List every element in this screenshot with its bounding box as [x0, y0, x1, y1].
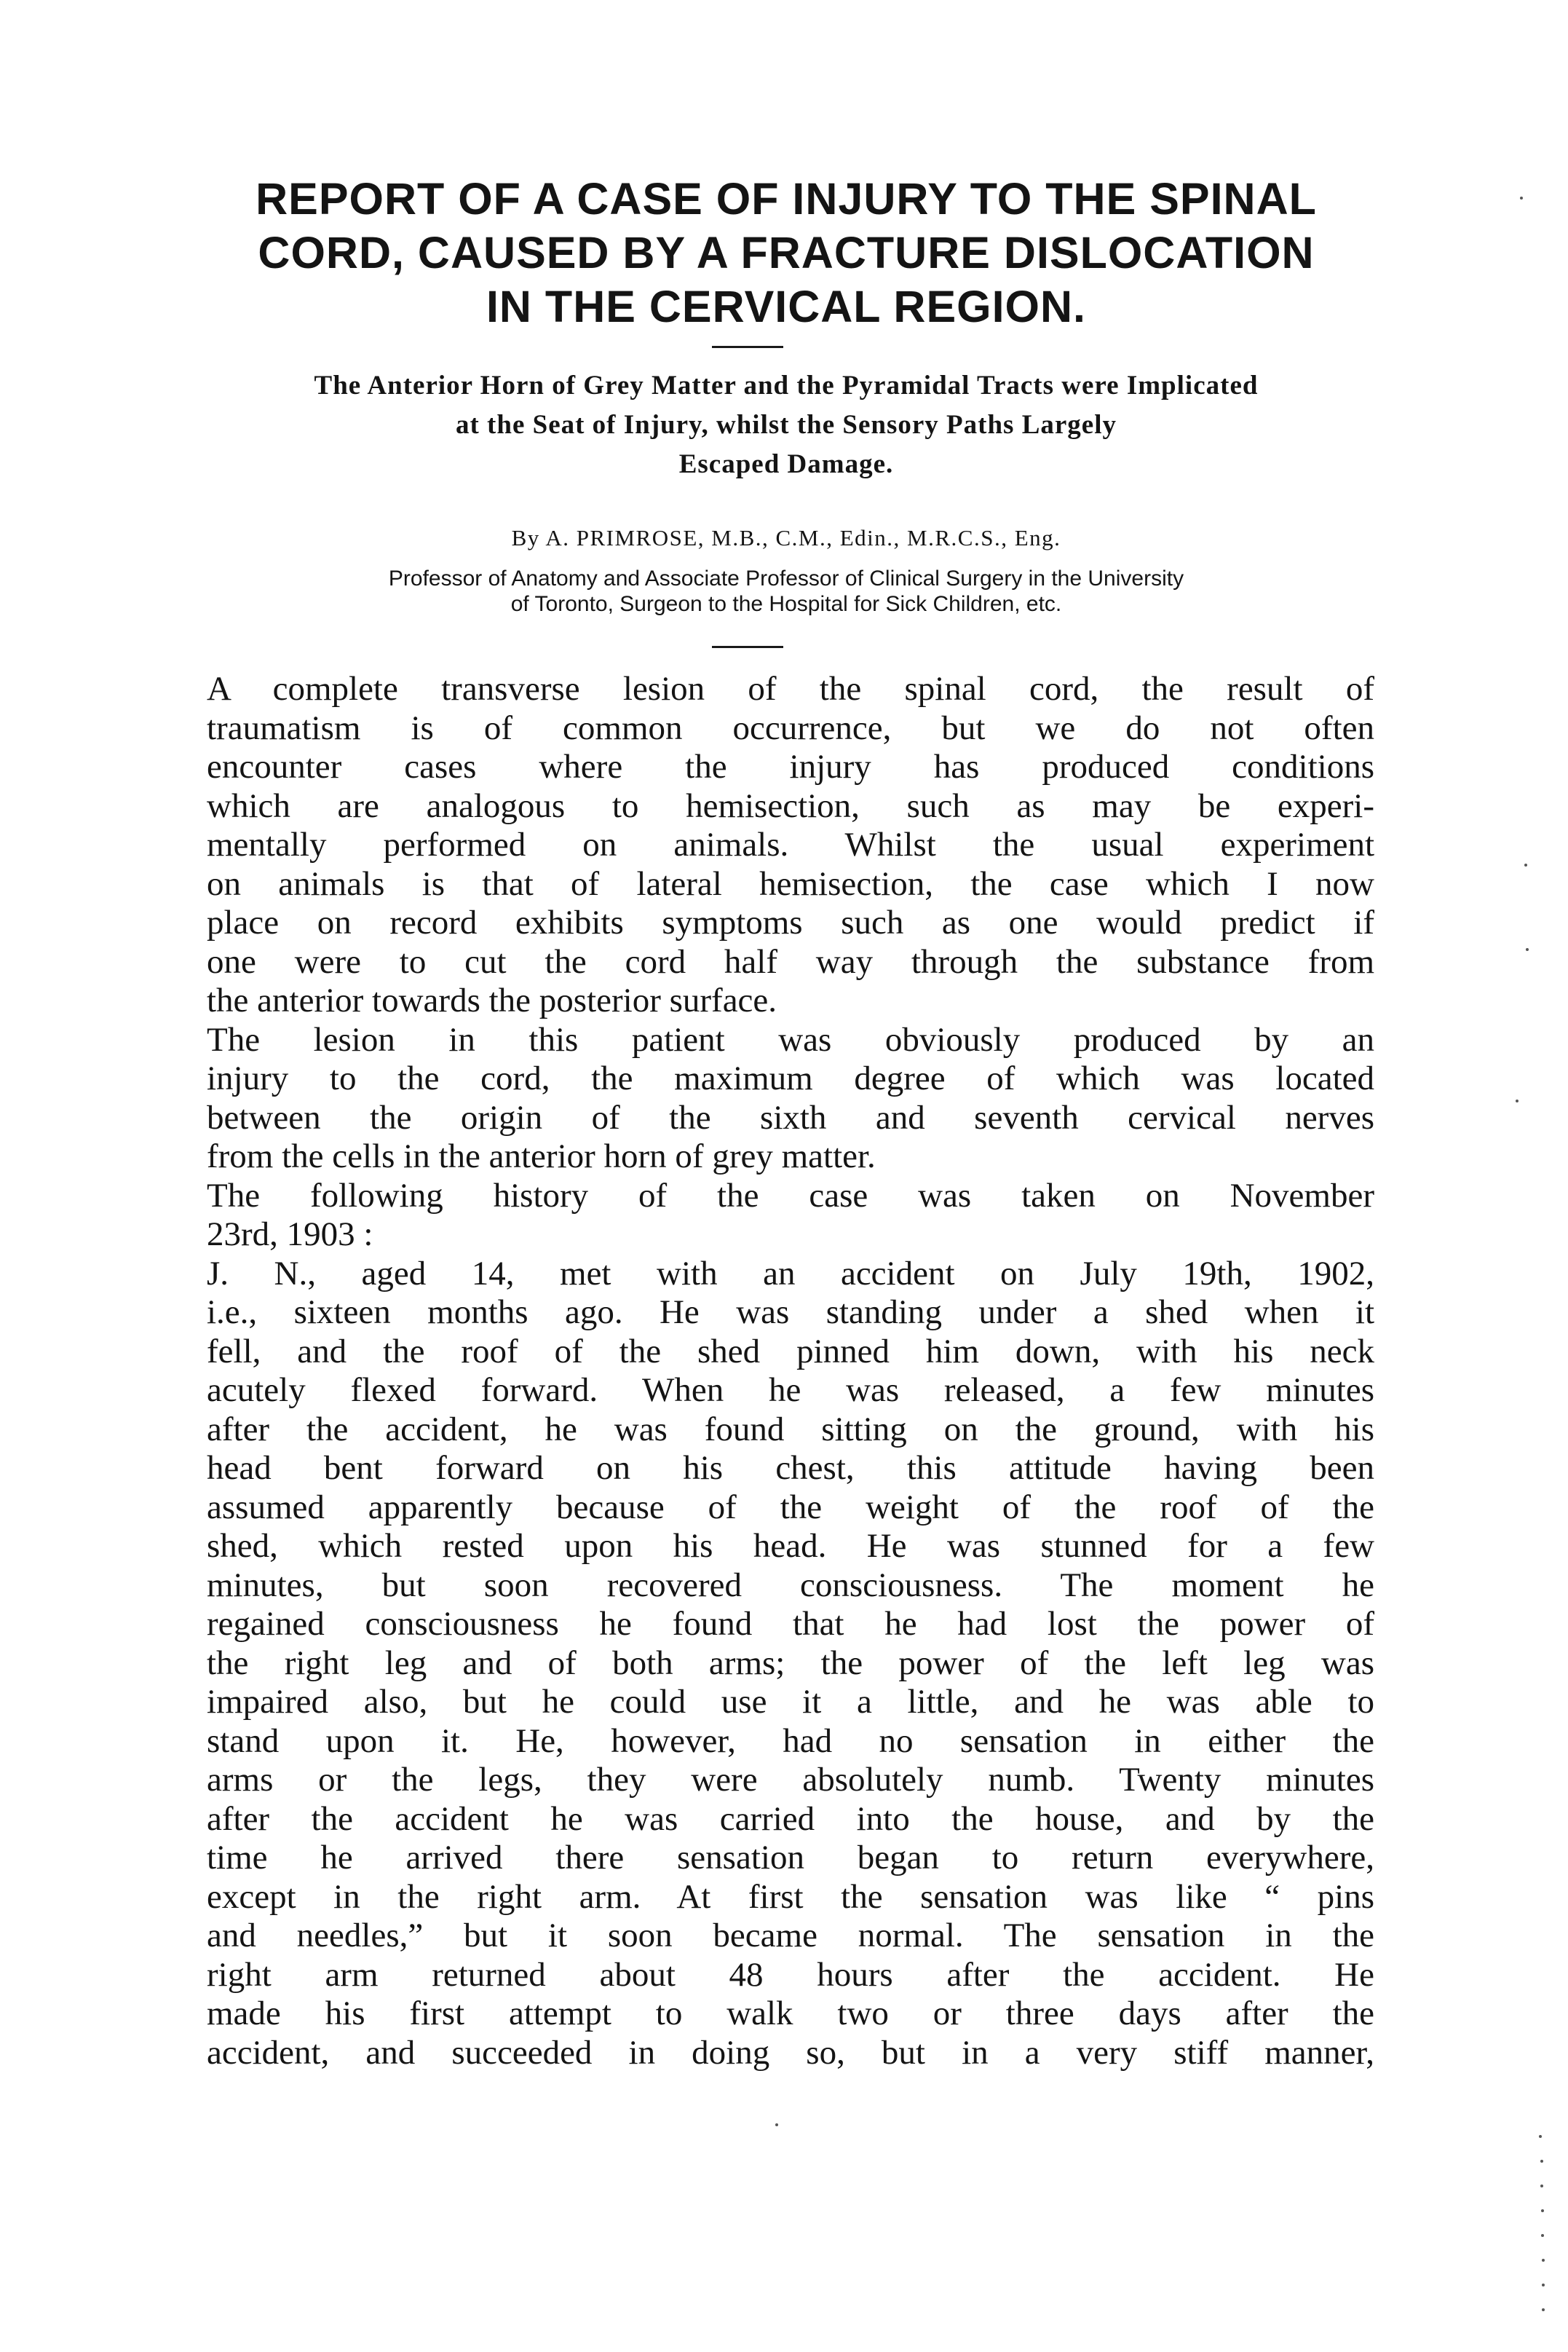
title-line: IN THE CERVICAL REGION. [486, 282, 1086, 331]
body-line: the anterior towards the posterior surface. [207, 982, 777, 1019]
body-line: place on record exhibits symptoms such as one would predict if [207, 904, 1374, 942]
body-line: one were to cut the cord half way through the substance from [207, 942, 1374, 981]
affiliation-line: Professor of Anatomy and Associate Professor of Clinical Surgery in the University [388, 567, 1184, 591]
scan-speck [1542, 2259, 1545, 2262]
body-line: The following history of the case was taken on November [207, 1176, 1374, 1215]
body-line: i.e., sixteen months ago. He was standing under a shed when it [207, 1293, 1374, 1331]
scan-speck [1542, 2284, 1545, 2286]
body-line: between the origin of the sixth and seventh cervical nerves [207, 1098, 1374, 1137]
body-line: minutes, but soon recovered consciousness. The moment he [207, 1566, 1374, 1604]
title-line: CORD, CAUSED BY A FRACTURE DISLOCATION [258, 228, 1315, 277]
body-line: The lesion in this patient was obviously produced by an [207, 1020, 1374, 1059]
scan-speck [1541, 2234, 1544, 2237]
scan-speck [1540, 2185, 1543, 2187]
scan-speck [1524, 864, 1527, 867]
body-line: head bent forward on his chest, this attitude having been [207, 1449, 1374, 1487]
author-byline: By A. PRIMROSE, M.B., C.M., Edin., M.R.C.S., Eng. [511, 525, 1061, 550]
body-line: acutely flexed forward. When he was released, a few minutes [207, 1371, 1374, 1409]
header-divider [712, 646, 783, 648]
body-line: accident, and succeeded in doing so, but in a very stiff manner, [207, 2033, 1374, 2072]
body-line: stand upon it. He, however, had no sensation in either the [207, 1721, 1374, 1760]
body-line: the right leg and of both arms; the power of the left leg was [207, 1643, 1374, 1682]
body-line: regained consciousness he found that he had lost the power of [207, 1605, 1374, 1643]
article-subtitle [160, 366, 1412, 484]
article-title [175, 172, 1398, 334]
body-line: after the accident, he was found sitting on the ground, with his [207, 1410, 1374, 1448]
body-line: assumed apparently because of the weight of the roof of the [207, 1488, 1374, 1526]
body-line: arms or the legs, they were absolutely numb. Twenty minutes [207, 1761, 1374, 1799]
scan-speck [1542, 2308, 1545, 2311]
body-line: impaired also, but he could use it a little, and he was able to [207, 1683, 1374, 1721]
body-line: which are analogous to hemisection, such as may be experi- [207, 786, 1374, 825]
scan-speck [1526, 948, 1529, 951]
body-line: after the accident he was carried into the house, and by the [207, 1799, 1374, 1838]
subtitle-line: The Anterior Horn of Grey Matter and the Pyramidal Tracts were Implicated [314, 371, 1259, 400]
body-line: and needles,” but it soon became normal. The sensation in the [207, 1917, 1374, 1954]
scan-speck [1541, 2209, 1544, 2212]
scan-speck [1539, 2135, 1542, 2138]
body-line: A complete transverse lesion of the spinal cord, the result of [207, 670, 1374, 708]
scan-speck [1520, 197, 1523, 200]
body-line: encounter cases where the injury has produced conditions [207, 748, 1374, 786]
scan-speck [1516, 1100, 1518, 1102]
body-line: 23rd, 1903 : [207, 1215, 373, 1253]
body-line: made his first attempt to walk two or three days after the [207, 1994, 1374, 2032]
subtitle-line: Escaped Damage. [678, 449, 894, 479]
title-line: REPORT OF A CASE OF INJURY TO THE SPINAL [256, 174, 1317, 224]
body-line: on animals is that of lateral hemisection, the case which I now [207, 864, 1374, 903]
body-line: J. N., aged 14, met with an accident on July 19th, 1902, [207, 1254, 1374, 1293]
body-line: right arm returned about 48 hours after the accident. He [207, 1955, 1374, 1994]
title-divider [712, 346, 783, 348]
body-line: shed, which rested upon his head. He was stunned for a few [207, 1527, 1374, 1565]
body-line: except in the right arm. At first the sensation was like “ pins [207, 1877, 1374, 1916]
affiliation-line: of Toronto, Surgeon to the Hospital for Sick Children, etc. [510, 592, 1062, 616]
body-line: injury to the cord, the maximum degree of which was located [207, 1059, 1374, 1097]
body-line: from the cells in the anterior horn of grey matter. [207, 1137, 876, 1175]
scan-speck [775, 2123, 778, 2126]
scan-speck [1540, 2160, 1543, 2163]
body-line: time he arrived there sensation began to return everywhere, [207, 1839, 1374, 1877]
body-line: fell, and the roof of the shed pinned him down, with his neck [207, 1332, 1374, 1370]
author-affiliation [160, 566, 1412, 617]
subtitle-line: at the Seat of Injury, whilst the Sensory Paths Largely [455, 410, 1117, 440]
body-line: traumatism is of common occurrence, but we do not often [207, 709, 1374, 747]
body-line: mentally performed on animals. Whilst the usual experiment [207, 826, 1374, 864]
article-body [207, 670, 1374, 2072]
